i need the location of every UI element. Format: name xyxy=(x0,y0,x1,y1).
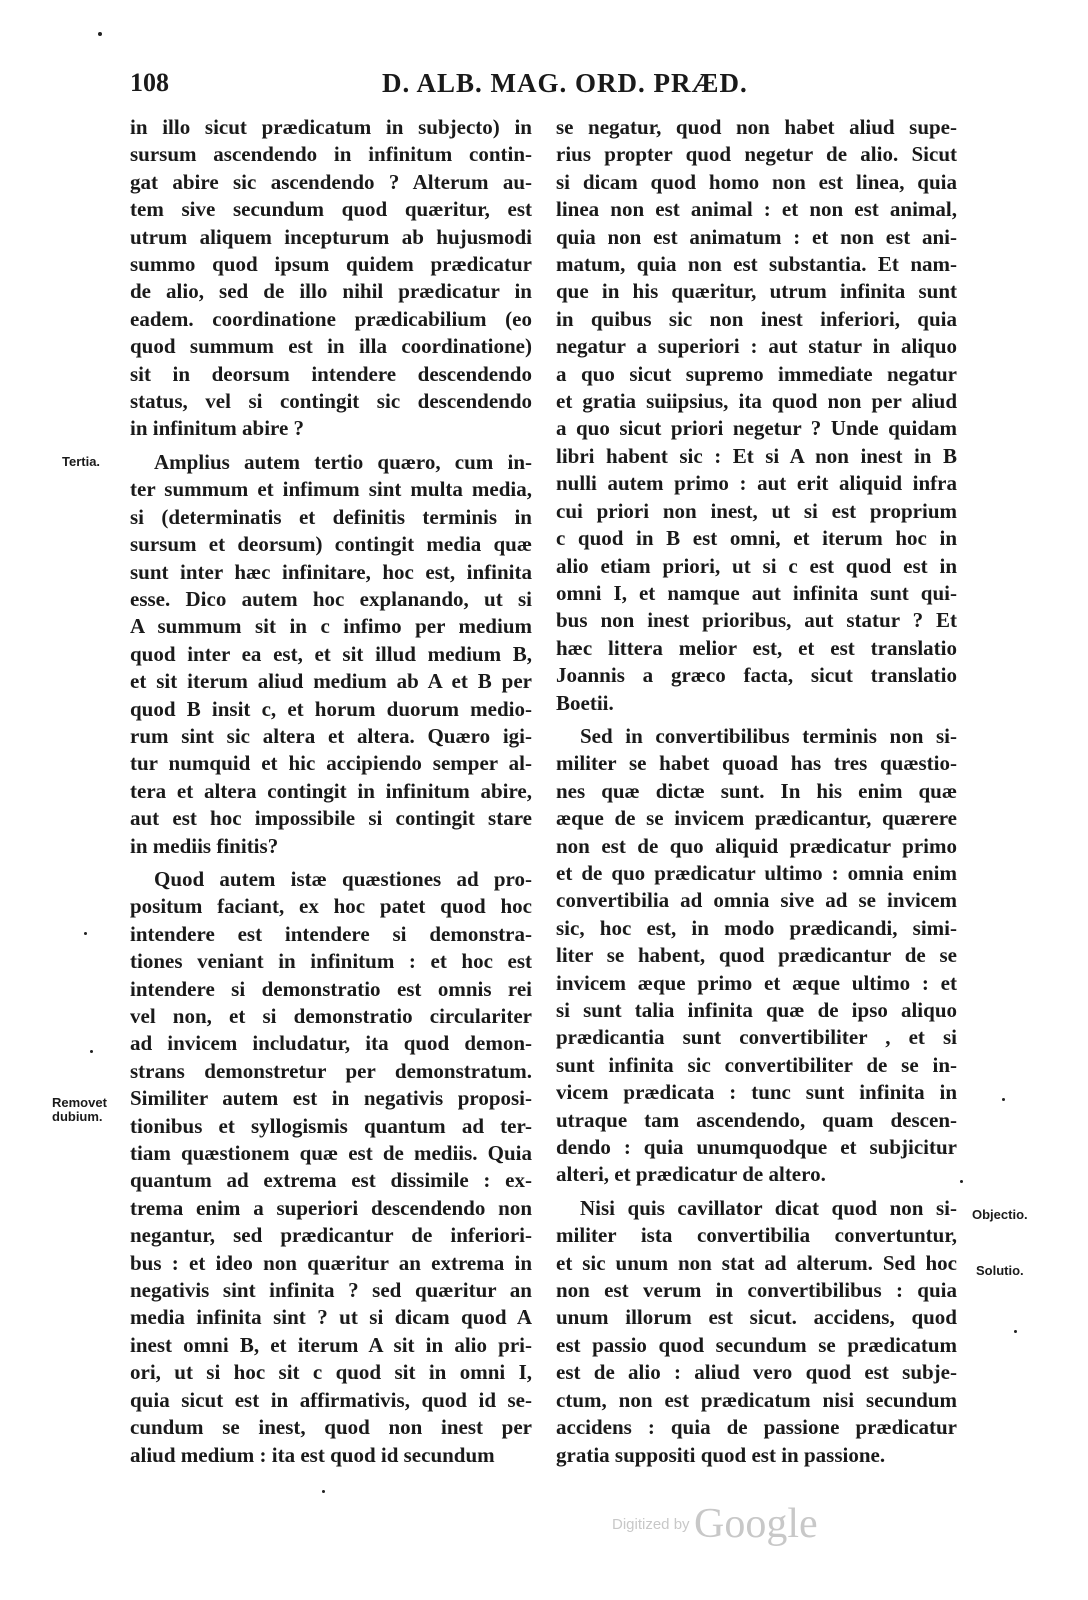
text-line: quia non est animatum : et non est ani- xyxy=(556,224,957,249)
text-line: tiam quæstionem quæ est de mediis. Quia xyxy=(130,1141,532,1166)
text-line: et de quo prædicatur ultimo : omnia enim xyxy=(556,860,957,885)
text-line: cundum se inest, quod non inest per xyxy=(130,1415,532,1440)
text-line: accidens : quia de passione prædicatur xyxy=(556,1415,957,1440)
text-line: quod B insit c, et horum duorum medio- xyxy=(130,696,532,721)
text-line: sursum ascendendo in infinitum contin- xyxy=(130,142,532,167)
text-line: ori, ut si hoc sit c quod sit in omni I, xyxy=(130,1360,532,1385)
text-line: est de alio : aliud vero quod est subje- xyxy=(556,1360,957,1385)
text-line: linea non est animal : et non est animal, xyxy=(556,197,957,222)
ink-speck xyxy=(90,1050,93,1053)
text-line: Nisi quis cavillator dicat quod non si- xyxy=(580,1195,957,1220)
text-line: ter summum et infimum sint multa media, xyxy=(130,477,532,502)
text-line: intendere est intendere si demonstra- xyxy=(130,921,532,946)
text-line: unum illorum est sicut. accidens, quod xyxy=(556,1305,957,1330)
text-line: que in his quæritur, utrum infinita sunt xyxy=(556,279,957,304)
ink-speck xyxy=(960,1180,963,1183)
text-line: si sunt talia infinita quæ de ipso aliquo xyxy=(556,998,957,1022)
text-line: tur numquid et hic accipiendo semper al- xyxy=(130,751,532,776)
running-head: D. ALB. MAG. ORD. PRÆD. xyxy=(382,68,748,98)
page-number: 108 xyxy=(130,68,169,97)
text-line: ad invicem includatur, ita quod demon- xyxy=(130,1031,532,1056)
text-line: rius propter quod negetur de alio. Sicut xyxy=(556,142,957,167)
text-line: esse. Dico autem hoc explanando, ut si xyxy=(130,586,532,611)
text-line: aut est hoc impossibile si contingit stare xyxy=(130,806,532,831)
left-column xyxy=(130,114,532,1469)
text-line: trema enim a superiori descendendo non xyxy=(130,1195,532,1220)
text-line: positum faciant, ex hoc patet quod hoc xyxy=(130,894,532,919)
text-line: in illo sicut prædicatum in subjecto) in xyxy=(130,115,532,139)
text-line: quantum ad extrema est dissimile : ex- xyxy=(130,1168,532,1193)
text-line: sursum et deorsum) contingit media quæ xyxy=(130,532,532,557)
text-line: negantur, sed prædicantur de inferiori- xyxy=(130,1223,532,1248)
page-header xyxy=(130,62,956,102)
text-line: Quod autem istæ quæstiones ad pro- xyxy=(154,866,532,891)
text-line: et sic unum non stat ad alterum. Sed hoc xyxy=(556,1250,957,1275)
text-line: alio etiam priori, ut si c est quod est in xyxy=(556,553,957,578)
text-line: ctum, non est prædicatum nisi secundum xyxy=(556,1387,957,1412)
text-line: in mediis finitis? xyxy=(130,833,279,858)
text-line: gat abire sic ascendendo ? Alterum au- xyxy=(130,169,532,194)
text-line: summo quod ipsum quidem prædicatur xyxy=(130,252,532,277)
text-line: sit in deorsum intendere descendendo xyxy=(130,361,532,386)
text-line: aliud medium : ita est quod id secundum xyxy=(130,1442,495,1467)
text-line: hæc littera melior est, et est translatio xyxy=(556,635,957,660)
text-line: inest omni B, et iterum A sit in alio pri- xyxy=(130,1332,532,1357)
text-line: Sed in convertibilibus terminis non si- xyxy=(580,723,957,748)
text-line: militer ista convertibilia convertuntur, xyxy=(556,1223,957,1248)
text-line: Boetii. xyxy=(556,690,614,715)
text-line: vel non, et si demonstratio circulariter xyxy=(130,1004,532,1028)
text-line: c quod in B est omni, et iterum hoc in xyxy=(556,526,957,551)
text-line: utrum aliquem incepturum ab hujusmodi xyxy=(130,224,532,249)
text-line: Similiter autem est in negativis proposi- xyxy=(130,1086,532,1111)
text-line: tionibus et syllogismis quantum ad ter- xyxy=(130,1113,532,1138)
text-line: et gratia suiipsius, ita quod non per aliud xyxy=(556,389,957,414)
ink-speck xyxy=(98,32,102,36)
ink-speck xyxy=(84,932,87,935)
text-line: negatur a superiori : aut statur in aliquo xyxy=(556,334,957,359)
text-line: cui priori non inest, ut si est proprium xyxy=(556,498,957,523)
margin-note-objectio: Objectio. xyxy=(972,1207,1028,1222)
ink-speck xyxy=(1014,1330,1017,1333)
text-line: a quo sicut supremo immediate negatur xyxy=(556,361,957,386)
text-line: A summum sit in c infimo per medium xyxy=(130,614,532,639)
google-logo: Google xyxy=(694,1501,818,1547)
text-line: æque de se invicem prædicantur, quærere xyxy=(556,806,957,831)
text-line: de alio, sed de illo nihil prædicatur in xyxy=(130,279,532,304)
text-line: utraque tam ascendendo, quam descen- xyxy=(556,1107,957,1132)
text-line: omni I, et namque aut infinita sunt qui- xyxy=(556,580,957,605)
text-line: Joannis a græco facta, sicut translatio xyxy=(556,663,957,688)
text-line: vicem prædicata : tunc sunt infinita in xyxy=(556,1080,957,1105)
text-line: sic, hoc est, in modo prædicandi, simi- xyxy=(556,915,957,940)
text-line: bus non inest prioribus, aut statur ? Et xyxy=(556,608,957,633)
margin-note-solutio: Solutio. xyxy=(976,1263,1024,1278)
text-line: alteri, et prædicatur de altero. xyxy=(556,1162,826,1187)
ink-speck xyxy=(1002,1098,1005,1101)
text-line: tem sive secundum quod quæritur, est xyxy=(130,197,532,222)
text-line: quod summum est in illa coordinatione) xyxy=(130,334,532,359)
right-column xyxy=(556,114,957,1469)
text-line: strans demonstretur per demonstratum. xyxy=(130,1058,532,1083)
text-line: eadem. coordinatione prædicabilium (eo xyxy=(130,306,532,331)
text-line: intendere si demonstratio est omnis rei xyxy=(130,976,532,1001)
text-line: in quibus sic non inest inferiori, quia xyxy=(556,306,957,331)
text-line: se negatur, quod non habet aliud supe- xyxy=(556,115,957,139)
text-line: a quo sicut priori negetur ? Unde quidam xyxy=(556,416,957,441)
text-line: gratia suppositi quod est in passione. xyxy=(556,1442,886,1467)
text-line: negativis sint infinita ? sed quæritur an xyxy=(130,1278,532,1303)
text-line: rum sint sic altera et altera. Quæro igi- xyxy=(130,723,532,748)
text-line: non est de quo aliquid prædicatur primo xyxy=(556,833,957,858)
digitized-watermark xyxy=(612,1500,818,1548)
text-line: sunt inter hæc infinitare, hoc est, infinita xyxy=(130,559,532,584)
text-line: liter se habent, quod prædicantur de se xyxy=(556,943,957,968)
text-line: in infinitum abire ? xyxy=(130,416,305,441)
text-line: militer se habet quoad has tres quæstio- xyxy=(556,751,957,776)
text-line: et sit iterum aliud medium ab A et B per xyxy=(130,669,532,694)
margin-note-removet: Removet dubium. xyxy=(52,1095,107,1124)
text-line: invicem æque primo et æque ultimo : et xyxy=(556,970,957,995)
text-line: tiones veniant in infinitum : et hoc est xyxy=(130,949,532,974)
margin-note-tertia: Tertia. xyxy=(62,454,101,469)
text-line: quia sicut est in affirmativis, quod id se- xyxy=(130,1387,532,1412)
text-line: non est verum in convertibilibus : quia xyxy=(556,1278,957,1303)
text-line: sunt infinita sic convertibiliter de se in- xyxy=(556,1052,957,1077)
text-line: si dicam quod homo non est linea, quia xyxy=(556,169,957,194)
text-line: bus : et ideo non quæritur an extrema in xyxy=(130,1250,532,1275)
text-line: status, vel si contingit sic descendendo xyxy=(130,389,532,414)
text-line: nes quæ dictæ sunt. In his enim quæ xyxy=(556,778,957,803)
text-line: tera et altera contingit in infinitum abire, xyxy=(130,778,532,803)
text-line: si (determinatis et definitis terminis in xyxy=(130,504,532,529)
digitized-by-label: Digitized by xyxy=(612,1516,690,1533)
ink-speck xyxy=(322,1490,325,1493)
text-line: dendo : quia unumquodque et subjicitur xyxy=(556,1135,957,1160)
text-line: media infinita sint ? ut si dicam quod A xyxy=(130,1305,532,1330)
text-line: libri habent sic : Et si A non inest in B xyxy=(556,443,957,468)
text-line: quod inter ea est, et sit illud medium B, xyxy=(130,641,532,666)
text-line: convertibilia ad omnia sive ad se invicem xyxy=(556,888,957,913)
text-line: prædicantia sunt convertibiliter , et si xyxy=(556,1025,957,1050)
text-line: Amplius autem tertio quæro, cum in- xyxy=(154,449,532,474)
text-line: nulli autem primo : aut erit aliquid infra xyxy=(556,471,957,496)
text-line: est passio quod secundum se prædicatum xyxy=(556,1332,957,1357)
text-line: matum, quia non est substantia. Et nam- xyxy=(556,252,957,277)
